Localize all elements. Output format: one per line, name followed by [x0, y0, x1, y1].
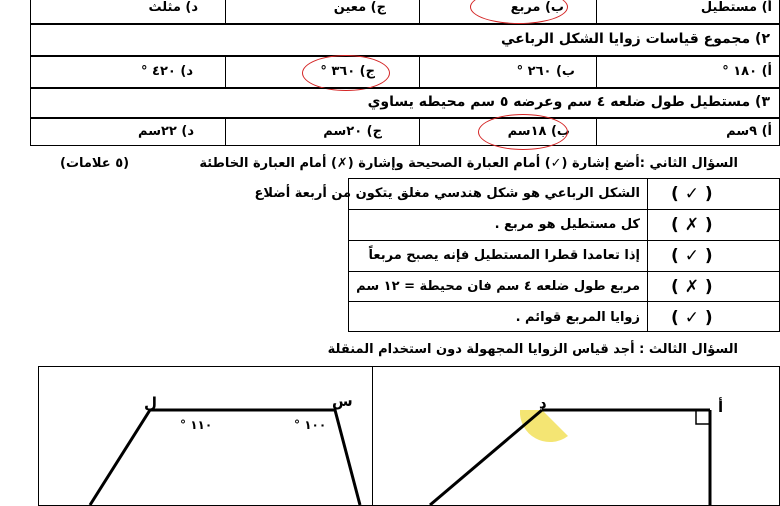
q1-item3-option-c: ج) ٢٠سم	[323, 124, 382, 139]
cross-icon: ✗	[684, 277, 699, 297]
q1-item3-option-d: د) ٢٢سم	[138, 124, 194, 139]
q1-item3-option-b: ب) ١٨سم	[507, 124, 570, 139]
row-divider	[349, 301, 779, 302]
check-icon: ✓	[684, 246, 699, 266]
divider	[225, 119, 226, 145]
q1-row1-option-a: أ) مستطيل	[700, 0, 772, 15]
q2-item-2-text: كل مستطيل هو مربع .	[494, 217, 640, 232]
q2-item-4-answer: ( ✗ )	[671, 277, 713, 297]
q2-item-5-answer: ( ✓ )	[671, 308, 713, 328]
divider	[419, 57, 420, 87]
q1-item3-question: ٣) مستطيل طول ضلعه ٤ سم وعرضه ٥ سم محيطه يساوي	[367, 94, 770, 110]
row-divider	[349, 240, 779, 241]
vertex-label-lam: ل	[144, 394, 158, 412]
answer-circle	[478, 114, 568, 150]
q1-row1-options	[30, 0, 780, 24]
cross-icon: ✗	[684, 215, 699, 235]
q2-item-1-answer: ( ✓ )	[671, 184, 713, 204]
angle-label-100: ١٠٠ °	[294, 418, 327, 432]
divider	[419, 0, 420, 23]
row-divider	[349, 271, 779, 272]
q1-item2-option-c: ج) ٣٦٠ °	[320, 64, 375, 79]
q2-item-5-text: زوايا المربع قوائم .	[515, 310, 640, 325]
check-icon: ✓	[684, 184, 699, 204]
row-divider	[349, 209, 779, 210]
q2-item-3-text: إذا تعامدا قطرا المستطيل فإنه يصبح مربعاً	[368, 248, 640, 263]
q2-item-2-answer: ( ✗ )	[671, 215, 713, 235]
q1-item2-option-a: أ) ١٨٠ °	[722, 64, 772, 79]
divider	[596, 57, 597, 87]
check-icon: ✓	[684, 308, 699, 328]
q1-item2-option-d: د) ٤٢٠ °	[141, 64, 193, 79]
q1-item2-question: ٢) مجموع قياسات زوايا الشكل الرباعي	[500, 31, 770, 47]
vertex-label-dal: د	[539, 394, 547, 412]
q2-item-4-text: مربع طول ضلعه ٤ سم فان محيطة = ١٢ سم	[356, 279, 640, 294]
q2-title: السؤال الثاني :أضع إشارة (✓) أمام العبارة الصحيحة وإشارة (✗) أمام العبارة الخاطئة	[199, 156, 738, 171]
q2-item-3-answer: ( ✓ )	[671, 246, 713, 266]
q1-item2-option-b: ب) ٢٦٠ °	[516, 64, 575, 79]
q2-item-1-text: الشكل الرباعي هو شكل هندسي مغلق يتكون من أربعة أضلاع	[254, 186, 640, 201]
vertex-label-sin: س	[332, 392, 353, 410]
divider	[596, 0, 597, 23]
angle-label-110: ١١٠ °	[180, 418, 213, 432]
q1-row1-option-d: د) مثلث	[148, 0, 198, 15]
vertex-label-alif: أ	[718, 398, 724, 416]
angle-figure	[400, 380, 740, 505]
divider	[596, 119, 597, 145]
col-divider	[647, 179, 648, 331]
answer-circle	[302, 55, 390, 91]
divider	[225, 57, 226, 87]
q1-row1-option-b: ب) مربع	[510, 0, 564, 15]
q3-title: السؤال الثالث : أجد قياس الزوايا المجهولة دون استخدام المنقلة	[327, 342, 738, 357]
q2-marks: (٥ علامات)	[60, 156, 130, 171]
divider	[225, 0, 226, 23]
q1-item3-option-a: أ) ٩سم	[726, 124, 772, 139]
divider	[419, 119, 420, 145]
q1-row1-option-c: ج) معين	[333, 0, 386, 15]
